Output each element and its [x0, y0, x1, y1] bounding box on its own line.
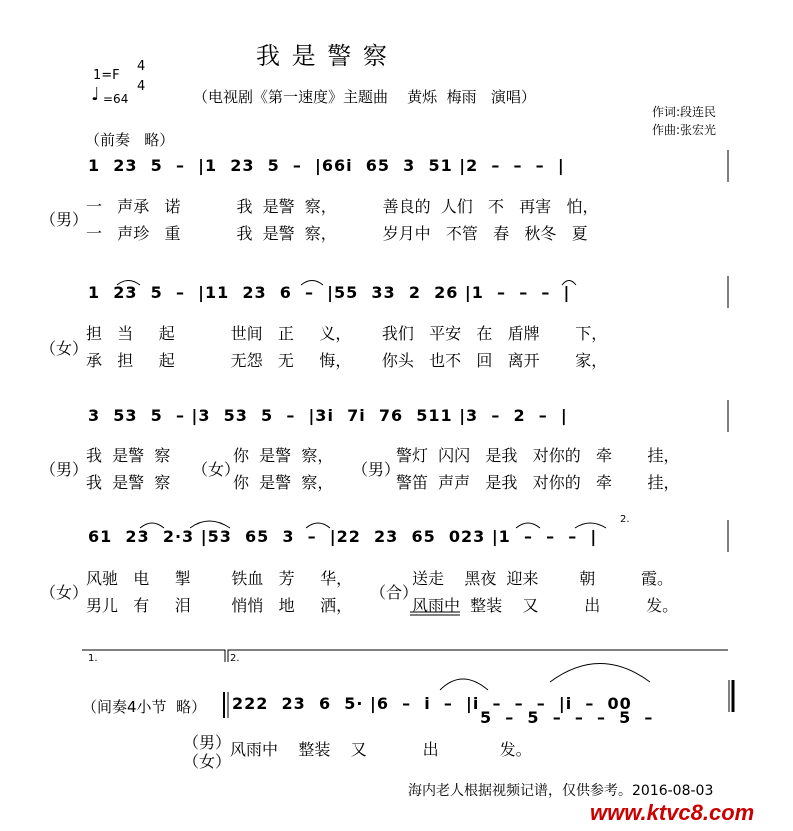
notation-row-3: 3 53 5 – |3 53 5 – |3i 7i 76 511 |3 – 2 – |: [88, 406, 568, 425]
time-signature-bottom: 4: [137, 79, 146, 94]
lyrics-row-3c-verse-2: 警笛 声声 是我 对你的 牵 挂，: [396, 473, 680, 492]
lyrics-row-1-verse-1: 一 声承 诺 我 是警 察， 善良的 人们 不 再害 怕，: [86, 197, 599, 216]
composer: 作曲:张宏光: [652, 123, 717, 137]
lyrics-row-4a-verse-1: 风驰 电 掣 铁血 芳 华，: [86, 569, 353, 588]
interlude-note: （间奏4小节 略）: [82, 698, 207, 716]
volta-mark: 2.: [620, 514, 630, 525]
notation-ending-harmony: 5 – 5 – – – 5 –: [480, 708, 654, 727]
notation-row-2: 1 23 5 – |11 23 6 – |55 33 2 26 |1 – – – |: [88, 283, 571, 302]
singer-label: （男）: [40, 460, 89, 479]
lyrics-row-3a-verse-1: 我 是警 察: [86, 446, 171, 465]
singer-label-chorus: （合）: [370, 583, 419, 602]
singer-label-female: （女）: [183, 752, 232, 771]
lyrics-row-3b-verse-1: 你 是警 察，: [233, 446, 334, 465]
volta-1-mark: 1.: [88, 653, 98, 664]
transcriber-note: 海内老人根据视频记谱，仅供参考。2016-08-03: [408, 783, 714, 799]
song-title: 我 是 警 察: [256, 42, 389, 70]
notation-row-1: 1 23 5 – |1 23 5 – |66i 65 3 51 |2 – – – |: [88, 156, 565, 175]
singer-label: （女）: [40, 339, 89, 358]
quarter-note-icon: ♩: [91, 84, 100, 105]
singer-label: （男）: [352, 460, 401, 479]
notation-row-4: 61 23 2·3 |53 65 3 – |22 23 65 023 |1 – – – |: [88, 527, 598, 546]
tempo: =64: [103, 92, 129, 106]
singer-label-male: （男）: [183, 733, 232, 752]
lyrics-row-4b-verse-1: 送走 黑夜 迎来 朝 霞。: [412, 569, 673, 588]
time-signature-top: 4: [137, 59, 146, 74]
lyrics-row-1-verse-2: 一 声珍 重 我 是警 察， 岁月中 不管 春 秋冬 夏: [86, 224, 588, 243]
lyrics-row-2-verse-1: 担 当 起 世间 正 义， 我们 平安 在 盾牌 下，: [86, 324, 608, 343]
subtitle: （电视剧《第一速度》主题曲 黄烁 梅雨 演唱）: [193, 88, 536, 106]
singer-label: （男）: [40, 210, 89, 229]
lyrics-row-3a-verse-2: 我 是警 察: [86, 473, 171, 492]
watermark: www.ktvc8.com: [590, 800, 755, 825]
lyrics-row-4b-verse-2: 风雨中 整装 又 出 发。: [412, 596, 679, 615]
lyrics-row-4a-verse-2: 男儿 有 泪 悄悄 地 洒，: [86, 596, 353, 615]
key-signature: 1=F: [93, 68, 120, 83]
lyrics-row-2-verse-2: 承 担 起 无怨 无 悔， 你头 也不 回 离开 家，: [86, 351, 608, 370]
singer-label: （女）: [192, 460, 241, 479]
lyrics-row-3b-verse-2: 你 是警 察，: [233, 473, 334, 492]
lyrics-row-3c-verse-1: 警灯 闪闪 是我 对你的 牵 挂，: [396, 446, 680, 465]
lyricist: 作词:段连民: [652, 105, 717, 119]
prelude-note: （前奏 略）: [85, 131, 175, 149]
lyrics-ending: 风雨中 整装 又 出 发。: [230, 740, 532, 759]
volta-2-mark: 2.: [230, 653, 240, 664]
singer-label: （女）: [40, 583, 89, 602]
notation-ending: 222 23 6 5· |6 – i – |i – – – |i – 00: [232, 694, 632, 713]
